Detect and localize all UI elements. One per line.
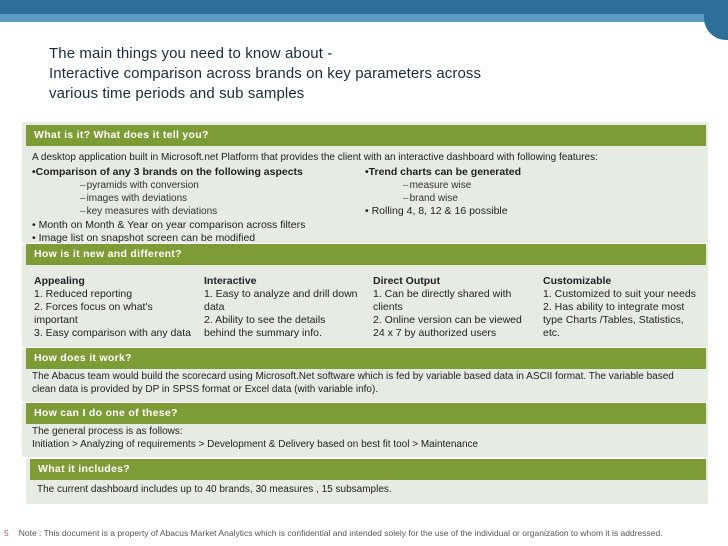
how-work-header: How does it work? [26, 348, 706, 369]
column-line: type Charts /Tables, Statistics, [543, 314, 684, 326]
page-number: 5 [4, 528, 9, 538]
top-banner-stripe [0, 14, 728, 22]
what-is-it-intro: A desktop application built in Microsoft.net Platform that provides the client with an interactive dashboard with following features: [32, 152, 598, 163]
title-line-3: various time periods and sub samples [49, 85, 305, 102]
how-do-line: The general process is as follows: [32, 426, 183, 437]
comparison-bullet: •Comparison of any 3 brands on the following aspects [32, 166, 303, 178]
column-line: 3. Easy comparison with any data [34, 327, 191, 339]
column-line: 1. Easy to analyze and drill down [204, 288, 358, 300]
column-title: Appealing [34, 275, 85, 287]
left-sub-item: – images with deviations [32, 192, 352, 205]
customizable-column [543, 275, 708, 340]
column-line: 1. Reduced reporting [34, 288, 133, 300]
title-line-1: The main things you need to know about - [49, 45, 333, 62]
column-line: 2. Ability to see the details [204, 314, 326, 326]
page-title [49, 44, 609, 104]
how-do-header: How can I do one of these? [26, 403, 706, 424]
column-line: 2. Online version can be viewed [373, 314, 522, 326]
what-is-it-left-list [32, 166, 352, 245]
includes-text: The current dashboard includes up to 40 brands, 30 measures , 15 subsamples. [37, 484, 392, 495]
left-sub-item: – key measures with deviations [32, 205, 352, 218]
direct-output-column [373, 275, 538, 340]
column-line: behind the summary info. [204, 327, 322, 339]
column-line: 1. Can be directly shared with [373, 288, 512, 300]
column-line: clients [373, 301, 403, 313]
what-is-it-header: What is it? What does it tell you? [26, 125, 706, 146]
interactive-column [204, 275, 369, 340]
column-line: data [204, 301, 225, 313]
column-line: 24 x 7 by authorized users [373, 327, 497, 339]
right-sub-item: – brand wise [365, 192, 685, 205]
image-list-bullet: • Image list on snapshot screen can be modified [32, 232, 256, 244]
column-line: 2. Forces focus on what's [34, 301, 153, 313]
column-title: Direct Output [373, 275, 441, 287]
how-work-text [32, 370, 704, 396]
how-new-header: How is it new and different? [26, 244, 706, 265]
right-sub-item: – measure wise [365, 179, 685, 192]
what-is-it-right-list [365, 166, 685, 218]
column-title: Customizable [543, 275, 612, 287]
how-work-line: clean data is provided by DP in SPSS format or Excel data (with variable info). [32, 384, 379, 395]
footer [0, 528, 728, 538]
left-sub-item: – pyramids with conversion [32, 179, 352, 192]
column-line: important [34, 314, 78, 326]
column-line: 1. Customized to suit your needs [543, 288, 696, 300]
column-line: etc. [543, 327, 560, 339]
appealing-column [34, 275, 199, 340]
column-line: 2. Has ability to integrate most [543, 301, 685, 313]
trend-bullet: •Trend charts can be generated [365, 166, 521, 178]
top-banner [0, 0, 728, 22]
title-line-2: Interactive comparison across brands on key parameters across [49, 65, 482, 82]
includes-header: What it includes? [30, 459, 706, 480]
rolling-bullet: • Rolling 4, 8, 12 & 16 possible [365, 205, 508, 217]
how-do-text [32, 425, 704, 451]
confidentiality-note: Note : This document is a property of Abacus Market Analytics which is confidential and intended solely for the use of the individual or organization to whom it is addressed. [18, 528, 663, 538]
how-work-line: The Abacus team would build the scorecard using Microsoft.Net software which is fed by variable based data in ASCII format. The variable based [32, 371, 674, 382]
how-do-line: Initiation > Analyzing of requirements > Development & Delivery based on best fit tool > Maintenance [32, 439, 479, 450]
month-bullet: • Month on Month & Year on year comparison across filters [32, 219, 306, 231]
corner-decoration [704, 0, 728, 40]
column-title: Interactive [204, 275, 257, 287]
